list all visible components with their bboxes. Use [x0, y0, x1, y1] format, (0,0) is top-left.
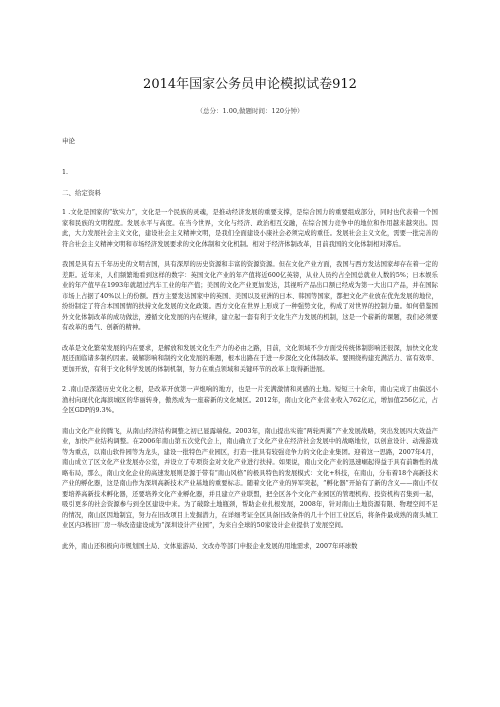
- paragraph-1: 1 .文化是国家的“软实力”，文化是一个民族的灵魂，是推动经济发展的重要支撑，是综合国力的重要组成部分，同时也代表着一个国家和民族的文明程度。发展水平与高度。在当今世界，文化与经济、政治相互交融，在综合国力竞争中的地位和作用越来越突出。因此，大力发展社会主义文化，建设社会主义精神文明，是我们全面建设小康社会必须完成的重任。发展社会主义文化，需要一批完善的符合社会主义精神文明和市场经济发展要求的文化体制和文化机制。相对于经济体制改革，目前我国的文化体制相对滞后。: [62, 209, 438, 248]
- question-number: 1.: [62, 169, 69, 176]
- paragraph-6: 此外，南山还积极向市规划国土局、文体旅游局、文改办等部门申报企业发展的用地需求，2007年环球数: [62, 542, 358, 550]
- document-body: [62, 136, 438, 552]
- exam-meta: （总分：1.00,做题时间：120分钟）: [196, 107, 304, 115]
- paragraph-5: 南山文化产业的腾飞，从南山经济结构调整之初已显露端倪。2003年，南山提出实施“两轮两翼”产业发展战略，突出发展四大效益产业，加快产业结构调整。在2006年南山第五次党代会上，南山确立了文化产业在经济社会发展中的战略地位，以创意设计、动漫游戏等为重点，以南山软件园等为龙头，建设一批特色产业园区，打造一批具有较强竞争力的文化企业集团。迎着这一思路，2007年4月，南山成立了区文化产业发展办公室，并设立了专项资金对文化产业进行扶持。如果说，南山文化产业的迅速崛起得益于具有前瞻性的战略布局，那么，南山文化企业的高速发展则是源于带有“南山风格”的极具特色的发展模式：文化+科技，在南山，分布着18个高新技术产业的孵化器，这是南山作为深圳高新技术产业基地的重要标志。随着文化产业的异军突起，“孵化器”开始有了新的含义——南山不仅要培养高新技术孵化器，还要培养文化产业孵化器，并且建立产业联盟，把全区各个文化产业园区的管理机构、投资机构召集到一起，吸引更多的社会资源参与到全区建设中来。为了破除土地瓶颈，帮助企业扎根发展，2008年，针对南山土地资源有限、物理空间不足的情况，南山区因地制宜，努力在旧改项目上发掘潜力，在详细考证全区具备旧改条件的几十个旧工业区后，将条件最成熟的南头城工业区内3栋旧厂房一举改造建设成为“深圳设计产业园”，为来自全球的50家设计企业提供了发展空间。: [62, 427, 438, 529]
- paragraph-2: 我国是具有五千年历史的文明古国，具有深厚的历史资源和丰富的资源资源。但在文化产业方面，我国与西方发达国家却存在着一定的差距。近年来，人们频繁地看到这样的数字：英国文化产业的年产值将近600亿英镑，从业人员约占全国总就业人数的5%；日本娱乐业的年产值早在1993年就超过汽车工业的年产值；美国的文化产业更加发达，其视听产品出口额已经成为第一大出口产品，并在国际市场上占据了40%以上的份额。西方主要发达国家中的英国、美国以及亚洲的日本、韩国等国家，都把文化产业放在优先发展的地位，纷纷制定了符合本国国情的扶持文化发展的文化政策。西方文化在世界上形成了一种强势文化，构成了对世界的控制力量。如何借鉴国外文化体制改革的成功做法，遵循文化发展的内在规律，建立起一套有利于文化生产力发展的机制，这是一个崭新的课题，我们必须要有改革的勇气、创新的精神。: [62, 261, 438, 331]
- section-label: 申论: [62, 137, 75, 145]
- paragraph-4: 2 .南山是深港历史文化之根，是改革开放第一声炮响的地方，也是一片充满激情和灵感的土地。短短三十余年，南山完成了由偏远小渔村向现代化海滨城区的华丽转身，傲然成为一座崭新的文化城区。2012年，南山文化产业营业收入762亿元，增加值256亿元，占全区GDP的9.3%。: [62, 386, 438, 414]
- spacer: [62, 146, 438, 168]
- spacer: [62, 198, 438, 208]
- part-heading: 二、给定资料: [62, 189, 101, 197]
- spacer: [62, 417, 438, 427]
- spacer: [62, 375, 438, 385]
- paragraph-3: 改革是文化繁荣发展的内在要求，是解放和发展文化生产力的必由之路，目前，文化领域不少方面受传统体制影响还很深，加快文化发展还面临诸多制约因素。破解影响和制约文化发展的难题，根本出路在于进一步深化文化体制改革。要围绕构建充满活力、富有效率、更加开放，有利于文化科学发展的体制机制，努力在重点领域和关键环节的改革上取得新进展。: [62, 344, 438, 373]
- spacer: [62, 250, 438, 260]
- spacer: [62, 532, 438, 542]
- spacer: [62, 334, 438, 344]
- document-title: 2014年国家公务员申论模拟试卷912: [143, 77, 357, 92]
- spacer: [62, 178, 438, 188]
